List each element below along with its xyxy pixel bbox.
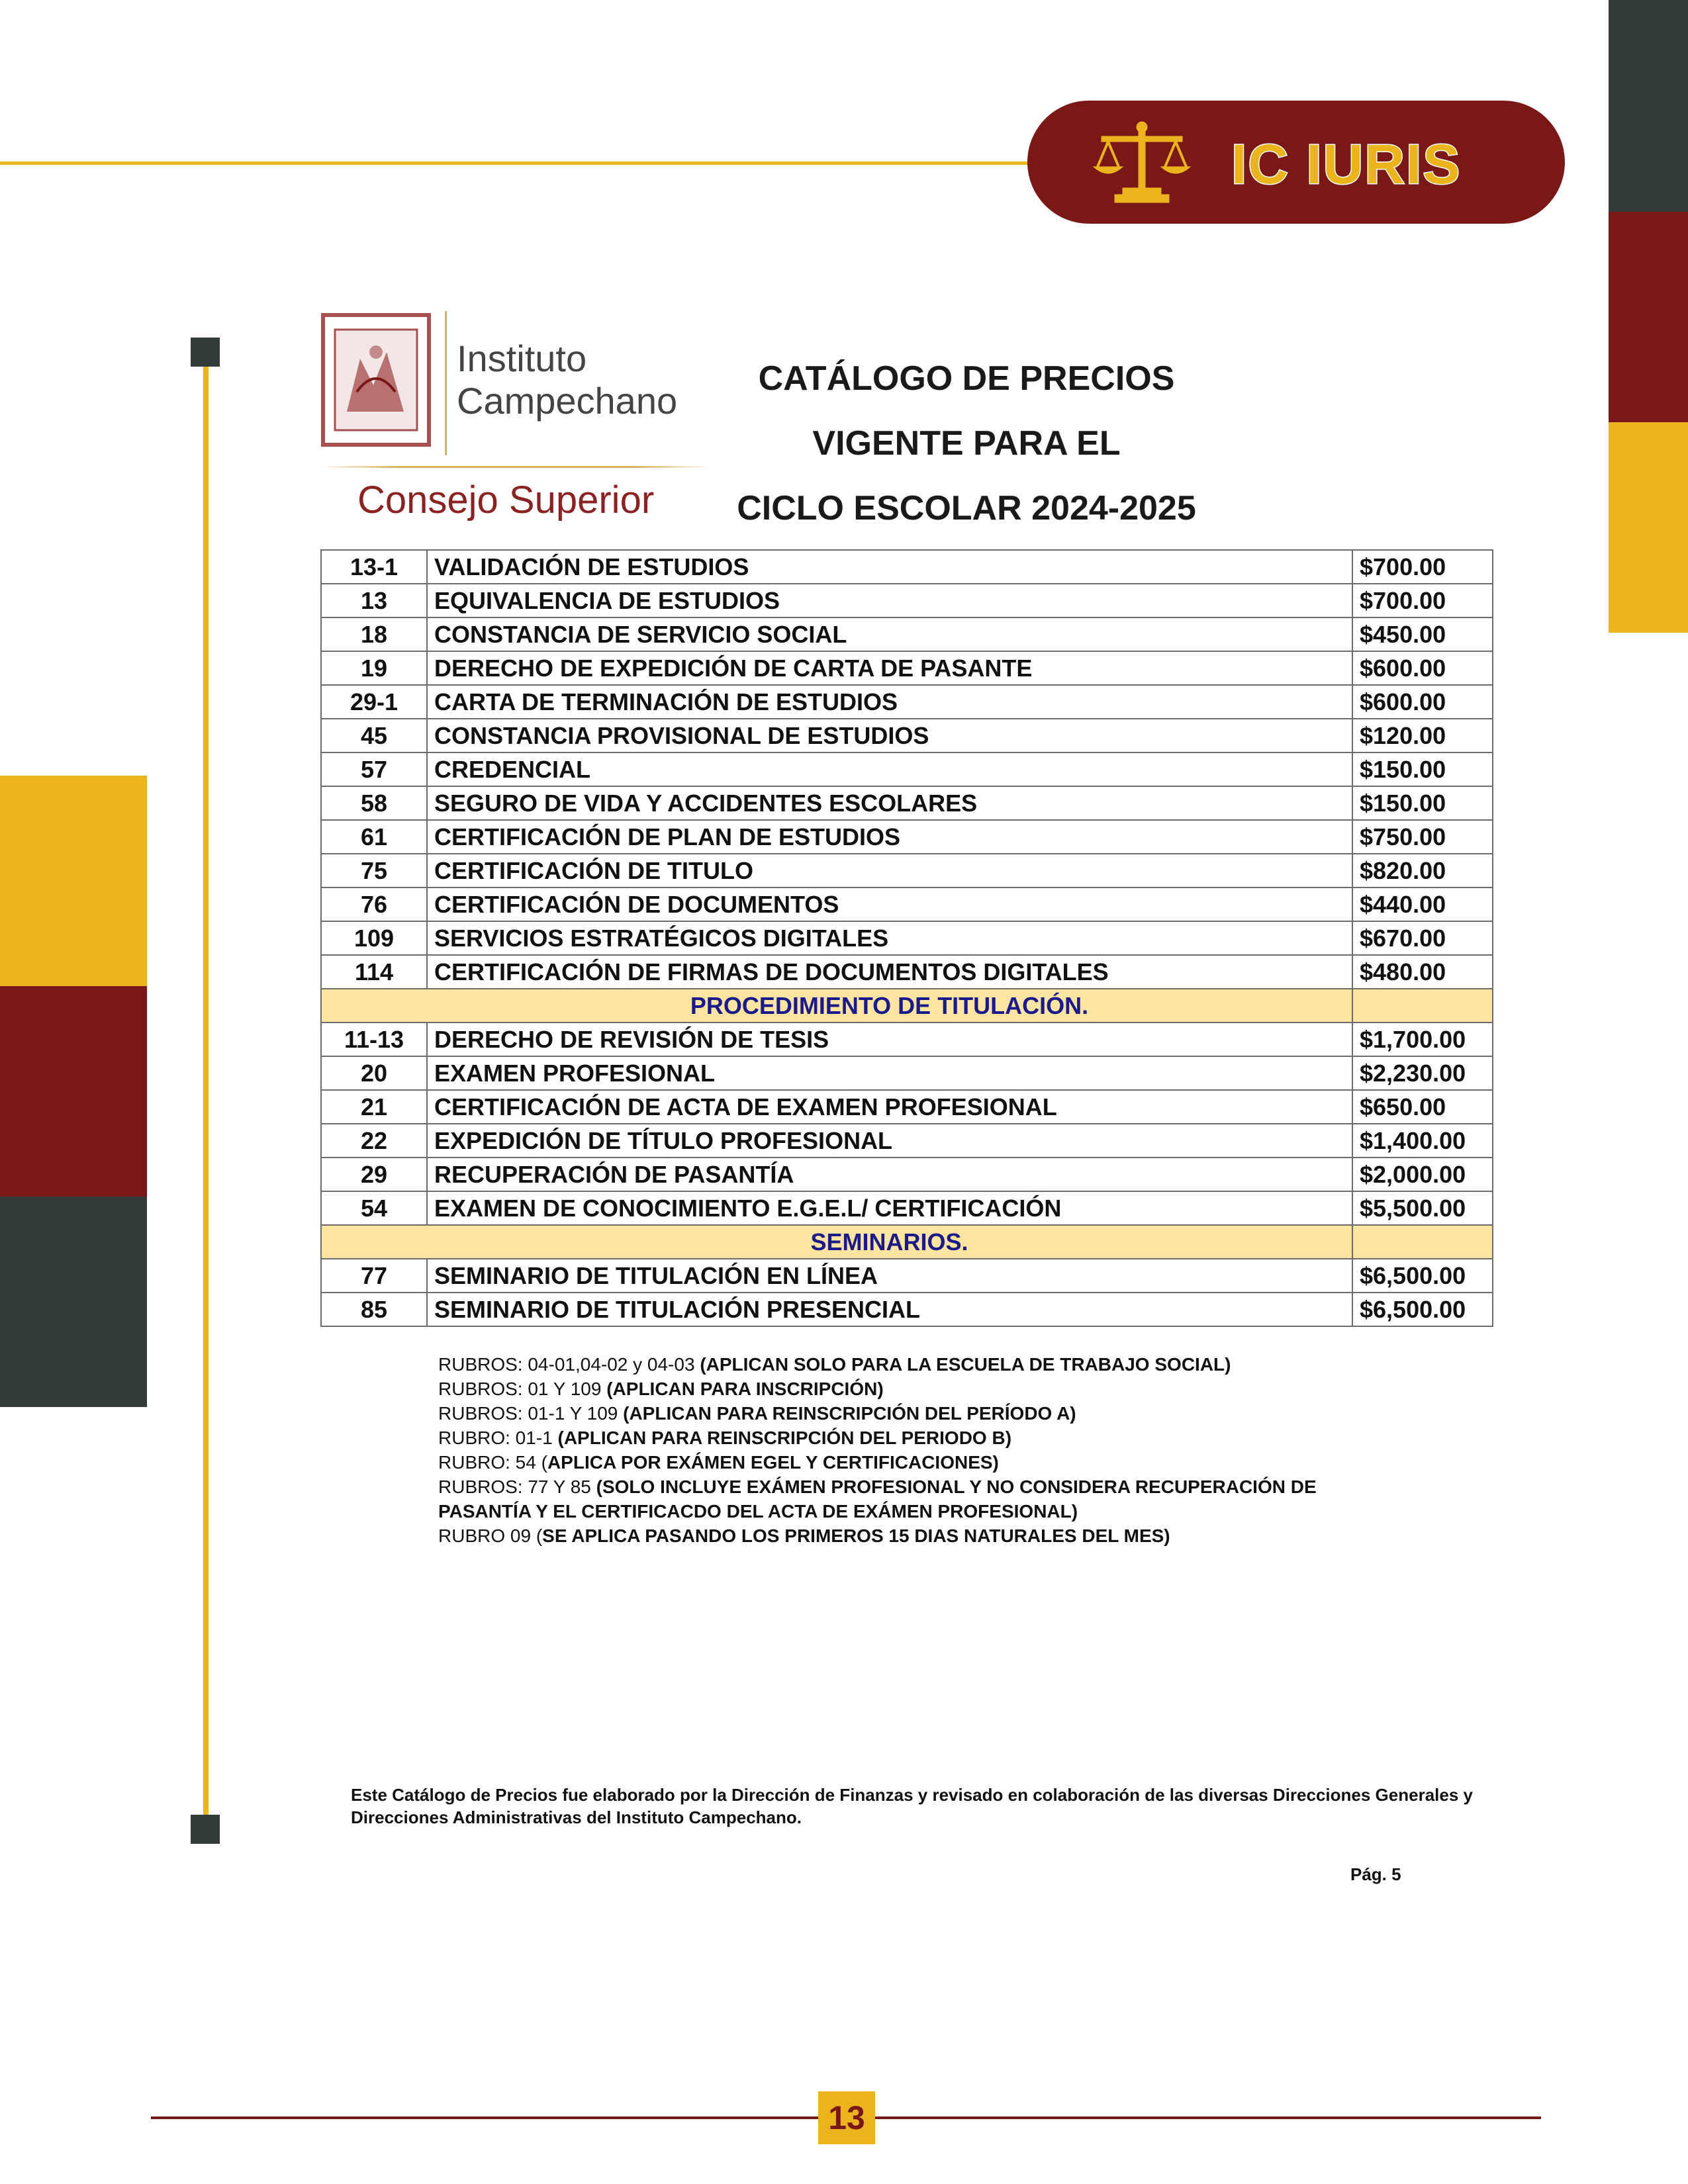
table-row bbox=[321, 1158, 1493, 1191]
description-cell: EXAMEN PROFESIONAL bbox=[427, 1056, 1352, 1090]
page-reference: Pág. 5 bbox=[1350, 1864, 1401, 1884]
timeline-cap-top bbox=[191, 338, 220, 367]
note-emphasis: SE APLICA PASANDO LOS PRIMEROS 15 DIAS NATURALES DEL MES) bbox=[542, 1525, 1170, 1546]
page-number: 13 bbox=[818, 2091, 875, 2144]
right-bar-dark bbox=[1609, 0, 1688, 212]
note-emphasis: PASANTÍA Y EL CERTIFICACDO DEL ACTA DE EXÁMEN PROFESIONAL) bbox=[438, 1501, 1078, 1522]
table-row bbox=[321, 685, 1493, 719]
table-row bbox=[321, 1124, 1493, 1158]
code-cell: 77 bbox=[321, 1259, 427, 1293]
note-line bbox=[438, 1450, 1497, 1475]
note-prefix: RUBRO: 54 ( bbox=[438, 1452, 547, 1473]
price-cell: $1,400.00 bbox=[1352, 1124, 1493, 1158]
description-cell: SEGURO DE VIDA Y ACCIDENTES ESCOLARES bbox=[427, 786, 1352, 820]
logo-name-line1: Instituto bbox=[457, 338, 587, 379]
code-cell: 13-1 bbox=[321, 550, 427, 584]
table-row bbox=[321, 1023, 1493, 1056]
note-line bbox=[438, 1426, 1497, 1450]
note-emphasis: (APLICAN PARA INSCRIPCIÓN) bbox=[606, 1379, 884, 1399]
description-cell: EXAMEN DE CONOCIMIENTO E.G.E.L/ CERTIFICACIÓN bbox=[427, 1191, 1352, 1225]
note-prefix: RUBRO 09 ( bbox=[438, 1525, 543, 1546]
logo-separator bbox=[445, 311, 447, 455]
title-line-2: VIGENTE PARA EL bbox=[812, 424, 1121, 463]
note-prefix: RUBROS: 01 Y 109 bbox=[438, 1379, 607, 1399]
table-row bbox=[321, 1259, 1493, 1293]
description-cell: CERTIFICACIÓN DE FIRMAS DE DOCUMENTOS DIGITALES bbox=[427, 955, 1352, 989]
logo-divider bbox=[320, 466, 711, 468]
price-cell: $600.00 bbox=[1352, 651, 1493, 685]
description-cell: CREDENCIAL bbox=[427, 752, 1352, 786]
note-line bbox=[438, 1377, 1497, 1401]
price-cell: $820.00 bbox=[1352, 854, 1493, 887]
table-row bbox=[321, 1056, 1493, 1090]
price-cell: $2,230.00 bbox=[1352, 1056, 1493, 1090]
note-line bbox=[438, 1524, 1497, 1548]
code-cell: 75 bbox=[321, 854, 427, 887]
note-prefix: RUBROS: 77 Y 85 bbox=[438, 1477, 596, 1497]
code-cell: 114 bbox=[321, 955, 427, 989]
code-cell: 58 bbox=[321, 786, 427, 820]
note-emphasis: APLICA POR EXÁMEN EGEL Y CERTIFICACIONES) bbox=[547, 1452, 999, 1473]
logo-subtitle: Consejo Superior bbox=[357, 478, 655, 522]
price-cell: $6,500.00 bbox=[1352, 1259, 1493, 1293]
left-bar-dark bbox=[0, 1197, 147, 1407]
table-row bbox=[321, 854, 1493, 887]
table-row bbox=[321, 584, 1493, 617]
note-line bbox=[438, 1401, 1497, 1426]
code-cell: 76 bbox=[321, 887, 427, 921]
description-cell: SEMINARIO DE TITULACIÓN PRESENCIAL bbox=[427, 1293, 1352, 1326]
note-line bbox=[438, 1352, 1497, 1377]
note-prefix: RUBRO: 01-1 bbox=[438, 1428, 558, 1448]
header-rule bbox=[0, 161, 1033, 165]
description-cell: SEMINARIO DE TITULACIÓN EN LÍNEA bbox=[427, 1259, 1352, 1293]
institute-seal-logo bbox=[320, 312, 432, 447]
table-row bbox=[321, 1293, 1493, 1326]
code-cell: 61 bbox=[321, 820, 427, 854]
notes-list bbox=[438, 1352, 1497, 1548]
table-row bbox=[321, 887, 1493, 921]
code-cell: 19 bbox=[321, 651, 427, 685]
description-cell: CERTIFICACIÓN DE TITULO bbox=[427, 854, 1352, 887]
note-line bbox=[438, 1499, 1497, 1524]
description-cell: SERVICIOS ESTRATÉGICOS DIGITALES bbox=[427, 921, 1352, 955]
section-header-row bbox=[321, 1225, 1493, 1259]
table-row bbox=[321, 617, 1493, 651]
scales-of-justice-icon bbox=[1092, 119, 1192, 205]
price-cell: $670.00 bbox=[1352, 921, 1493, 955]
section-blank-cell bbox=[321, 989, 427, 1023]
code-cell: 29-1 bbox=[321, 685, 427, 719]
price-cell: $450.00 bbox=[1352, 617, 1493, 651]
code-cell: 18 bbox=[321, 617, 427, 651]
section-blank-cell bbox=[1352, 989, 1493, 1023]
description-cell: CONSTANCIA DE SERVICIO SOCIAL bbox=[427, 617, 1352, 651]
code-cell: 85 bbox=[321, 1293, 427, 1326]
table-row bbox=[321, 1191, 1493, 1225]
price-cell: $1,700.00 bbox=[1352, 1023, 1493, 1056]
price-cell: $120.00 bbox=[1352, 719, 1493, 752]
note-emphasis: (SOLO INCLUYE EXÁMEN PROFESIONAL Y NO CONSIDERA RECUPERACIÓN DE bbox=[596, 1477, 1317, 1497]
table-row bbox=[321, 1090, 1493, 1124]
code-cell: 109 bbox=[321, 921, 427, 955]
description-cell: EQUIVALENCIA DE ESTUDIOS bbox=[427, 584, 1352, 617]
timeline-cap-bottom bbox=[191, 1815, 220, 1844]
code-cell: 11-13 bbox=[321, 1023, 427, 1056]
note-emphasis: (APLICAN PARA REINSCRIPCIÓN DEL PERÍODO A) bbox=[623, 1403, 1076, 1424]
left-bar-yellow bbox=[0, 776, 147, 986]
right-bar-yellow bbox=[1609, 422, 1688, 633]
code-cell: 57 bbox=[321, 752, 427, 786]
right-bar-red bbox=[1609, 212, 1688, 422]
code-cell: 13 bbox=[321, 584, 427, 617]
section-blank-cell bbox=[1352, 1225, 1493, 1259]
price-cell: $440.00 bbox=[1352, 887, 1493, 921]
description-cell: EXPEDICIÓN DE TÍTULO PROFESIONAL bbox=[427, 1124, 1352, 1158]
table-row bbox=[321, 719, 1493, 752]
price-cell: $6,500.00 bbox=[1352, 1293, 1493, 1326]
note-emphasis: (APLICAN PARA REINSCRIPCIÓN DEL PERIODO B) bbox=[557, 1428, 1012, 1448]
price-cell: $700.00 bbox=[1352, 584, 1493, 617]
table-row bbox=[321, 921, 1493, 955]
note-line bbox=[438, 1475, 1497, 1499]
table-row bbox=[321, 955, 1493, 989]
note-prefix: RUBROS: 04-01,04-02 y 04-03 bbox=[438, 1354, 700, 1375]
price-cell: $700.00 bbox=[1352, 550, 1493, 584]
note-emphasis: (APLICAN SOLO PARA LA ESCUELA DE TRABAJO SOCIAL) bbox=[700, 1354, 1231, 1375]
description-cell: CONSTANCIA PROVISIONAL DE ESTUDIOS bbox=[427, 719, 1352, 752]
title-line-1: CATÁLOGO DE PRECIOS bbox=[758, 359, 1175, 398]
logo-name-line2: Campechano bbox=[457, 380, 678, 422]
table-row bbox=[321, 786, 1493, 820]
price-cell: $5,500.00 bbox=[1352, 1191, 1493, 1225]
table-row bbox=[321, 752, 1493, 786]
description-cell: DERECHO DE EXPEDICIÓN DE CARTA DE PASANTE bbox=[427, 651, 1352, 685]
description-cell: DERECHO DE REVISIÓN DE TESIS bbox=[427, 1023, 1352, 1056]
price-cell: $2,000.00 bbox=[1352, 1158, 1493, 1191]
timeline-line bbox=[203, 357, 209, 1820]
description-cell: CERTIFICACIÓN DE PLAN DE ESTUDIOS bbox=[427, 820, 1352, 854]
code-cell: 20 bbox=[321, 1056, 427, 1090]
title-line-3: CICLO ESCOLAR 2024-2025 bbox=[737, 489, 1196, 527]
code-cell: 22 bbox=[321, 1124, 427, 1158]
code-cell: 29 bbox=[321, 1158, 427, 1191]
section-label: SEMINARIOS. bbox=[427, 1225, 1352, 1259]
section-header-row bbox=[321, 989, 1493, 1023]
code-cell: 21 bbox=[321, 1090, 427, 1124]
description-cell: CARTA DE TERMINACIÓN DE ESTUDIOS bbox=[427, 685, 1352, 719]
brand-name: IC IURIS bbox=[1231, 133, 1462, 195]
price-cell: $150.00 bbox=[1352, 786, 1493, 820]
section-blank-cell bbox=[321, 1225, 427, 1259]
description-cell: VALIDACIÓN DE ESTUDIOS bbox=[427, 550, 1352, 584]
table-row bbox=[321, 651, 1493, 685]
description-cell: RECUPERACIÓN DE PASANTÍA bbox=[427, 1158, 1352, 1191]
price-cell: $480.00 bbox=[1352, 955, 1493, 989]
footer-note: Este Catálogo de Precios fue elaborado por la Dirección de Finanzas y revisado en colaboración de las diversas Direcciones Generales y Direcciones Administrativas del Instituto Campechano. bbox=[351, 1785, 1473, 1827]
description-cell: CERTIFICACIÓN DE DOCUMENTOS bbox=[427, 887, 1352, 921]
section-label: PROCEDIMIENTO DE TITULACIÓN. bbox=[427, 989, 1352, 1023]
table-row bbox=[321, 820, 1493, 854]
note-prefix: RUBROS: 01-1 Y 109 bbox=[438, 1403, 624, 1424]
price-cell: $150.00 bbox=[1352, 752, 1493, 786]
table-row bbox=[321, 550, 1493, 584]
left-bar-red bbox=[0, 986, 147, 1197]
code-cell: 54 bbox=[321, 1191, 427, 1225]
price-cell: $750.00 bbox=[1352, 820, 1493, 854]
code-cell: 45 bbox=[321, 719, 427, 752]
price-catalog-table bbox=[320, 549, 1493, 1327]
price-cell: $650.00 bbox=[1352, 1090, 1493, 1124]
price-cell: $600.00 bbox=[1352, 685, 1493, 719]
description-cell: CERTIFICACIÓN DE ACTA DE EXAMEN PROFESIONAL bbox=[427, 1090, 1352, 1124]
